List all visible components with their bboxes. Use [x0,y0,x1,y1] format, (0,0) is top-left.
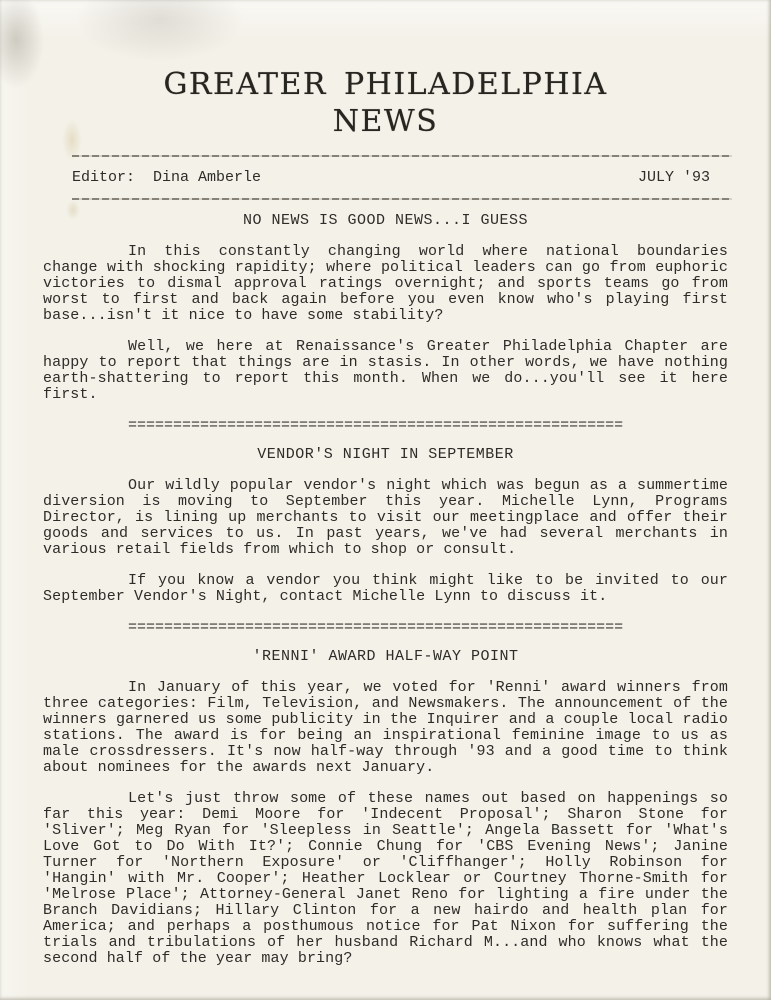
section-divider: ======================================================= [128,619,624,636]
paragraph: Our wildly popular vendor's night which was begun as a summertime diversion is moving to September this year. Michelle Lynn, Programs Director, is lining up merchants to visit our meetingplace and offer their goods and services to us. In past years, we've had several merchants in various retail fields from which to shop or consult. [43,477,728,558]
paragraph: In January of this year, we voted for 'Renni' award winners from three categories: Film, Television, and Newsmakers. The announcement of the winners garnered us some publicity in the Inquirer and a couple local radio stations. The award is for being an inspirational feminine image to us as male crossdressers. It's now half-way through '93 and a good time to think about nominees for the awards next January. [43,679,728,776]
section-no-news [43,213,728,403]
section-heading: NO NEWS IS GOOD NEWS...I GUESS [242,212,529,229]
page-content [43,0,728,967]
section-heading: VENDOR'S NIGHT IN SEPTEMBER [257,446,514,463]
issue-date: JULY '93 [637,169,710,186]
section-heading: 'RENNI' AWARD HALF-WAY POINT [252,648,519,665]
paragraph: In this constantly changing world where national boundaries change with shocking rapidity; where political leaders can go from euphoric victories to dismal approval ratings overnight; and sports teams go from worst to first and back again before you even know who's playing first base...isn't it nice to have some stability? [43,243,728,324]
section-renni-award [43,649,728,967]
masthead-rule-bottom [72,198,732,200]
section-divider: ======================================================= [128,417,624,434]
editor-credit [72,170,261,186]
masthead-row [72,170,732,186]
title-line-2: NEWS [332,104,439,139]
paragraph: Well, we here at Renaissance's Greater Philadelphia Chapter are happy to report that things are in stasis. In other words, we have nothing earth-shattering to report this month. When we do...you'll see it here first. [43,338,728,403]
editor-label: Editor: [72,169,136,186]
article-body [43,213,728,967]
paragraph: Let's just throw some of these names out based on happenings so far this year: Demi Moore for 'Indecent Proposal'; Sharon Stone for 'Sliver'; Meg Ryan for 'Sleepless in Seattle'; Angela Bassett for 'What's Love Got to Do With It?'; Connie Chung for 'CBS Evening News'; Janine Turner for 'Northern Exposure' or 'Cliffhanger'; Holly Robinson for 'Hangin' with Mr. Cooper'; Heather Locklear or Courtney Thorne-Smith for 'Melrose Place'; Attorney-General Janet Reno for lighting a fire under the Branch Davidians; Hillary Clinton for a new hairdo and health plan for America; and perhaps a posthumous notice for Pat Nixon for suffering the trials and tribulations of her husband Richard M...and who knows what the second half of the year may bring? [43,790,728,967]
paragraph: If you know a vendor you think might like to be invited to our September Vendor's Night, contact Michelle Lynn to discuss it. [43,572,728,605]
title-line-1: GREATER PHILADELPHIA [163,67,608,102]
newsletter-title [43,66,728,140]
section-vendors-night [43,447,728,605]
editor-name: Dina Amberle [153,169,262,186]
masthead-rule-top [72,155,732,157]
